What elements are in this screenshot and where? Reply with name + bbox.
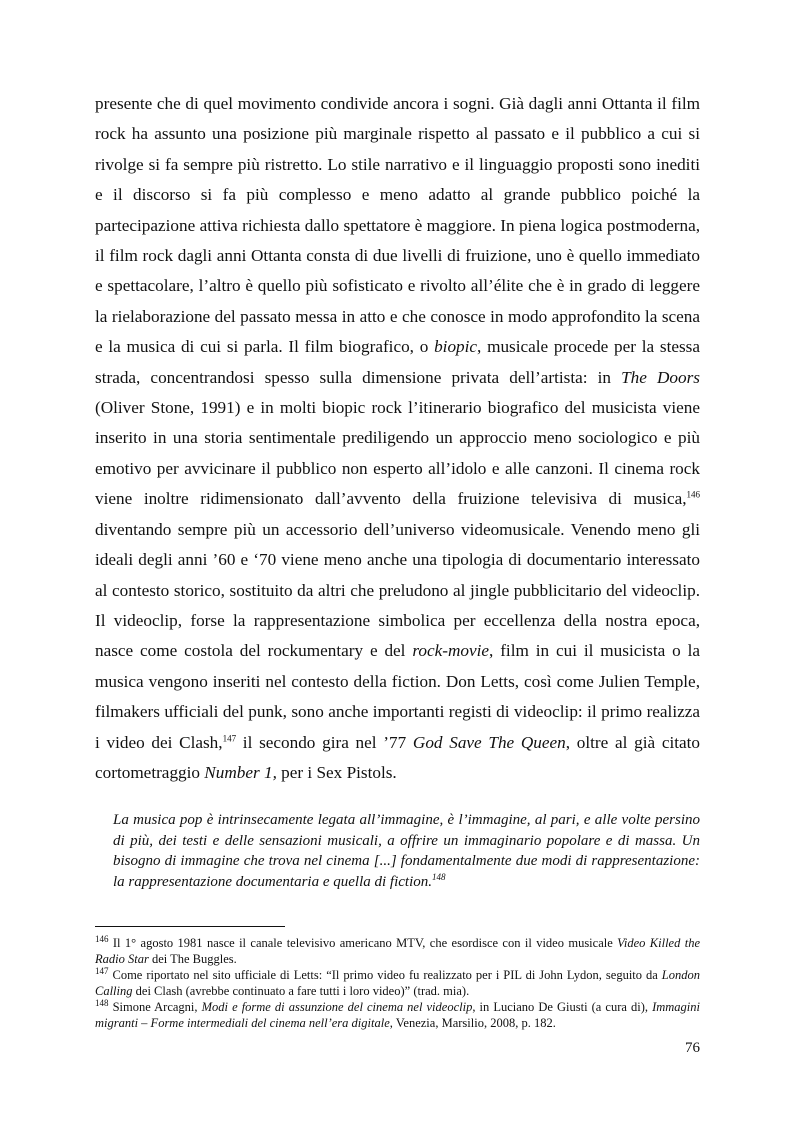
footnote-ref-147[interactable]: 147 xyxy=(222,732,237,743)
footnote-text: Come riportato nel sito ufficiale di Letts: “Il primo video fu realizzato per i PIL di John Lydon, seguito da xyxy=(108,968,662,982)
text-run: , oltre al già citato cortometraggio xyxy=(95,732,701,782)
footnote-text: , Venezia, Marsilio, 2008, p. 182. xyxy=(389,1016,556,1030)
footnote-text: dei Clash (avrebbe continuato a fare tutti i loro video)” (trad. mia). xyxy=(132,984,470,998)
footnote-italic: London Calling xyxy=(95,968,700,998)
footnotes xyxy=(95,935,700,1031)
italic-term: biopic xyxy=(434,337,478,357)
text-run: (Oliver Stone, 1991) e in molti biopic rock l’itinerario biografico del musicista viene inserito in una storia sentimentale prediligendo un approccio meno sociologico e più emotivo per avvicinare il pubblico non esperto all’idolo e alle canzoni. Il cinema rock viene inoltre ridimensionato dall’avvento della fruizione televisiva di musica, xyxy=(95,398,700,509)
footnote-ref-146[interactable]: 146 xyxy=(686,489,700,500)
footnote-text: Simone Arcagni, xyxy=(108,1000,202,1014)
footnote-146 xyxy=(95,935,700,967)
footnote-ref-148[interactable]: 148 xyxy=(431,871,446,882)
italic-term: rock-movie xyxy=(412,641,490,661)
song-title: God Save The Queen xyxy=(412,732,566,752)
footnote-italic: Immagini migranti – Forme intermediali del cinema nell’era digitale xyxy=(95,1000,700,1030)
text-run: , film in cui il musicista o la musica vengono inseriti nel contesto della fiction. Don Letts, così come Julien Temple, filmakers ufficiali del punk, sono anche importanti registi di videoclip: il primo realizza i video dei Clash, xyxy=(95,641,700,752)
block-quote xyxy=(113,810,700,892)
text-run: , musicale procede per la stessa strada, concentrandosi spesso sulla dimensione privata dell’artista: in xyxy=(95,337,701,387)
footnote-number: 147 xyxy=(95,965,109,976)
film-title: Number 1, xyxy=(204,762,277,782)
text-run: per i Sex Pistols. xyxy=(276,762,397,782)
footnote-italic: Modi e forme di assunzione del cinema nel videoclip xyxy=(201,1000,473,1014)
footnote-number: 148 xyxy=(95,997,109,1008)
text-run: presente che di quel movimento condivide ancora i sogni. Già dagli anni Ottanta il film rock ha assunto una posizione più marginale rispetto al passato e il pubblico a cui si rivolge si fa sempre più ristretto. Lo stile narrativo e il linguaggio proposti sono inediti e il discorso si fa più complesso e meno adatto al grande pubblico poiché la partecipazione attiva richiesta dallo spettatore è maggiore. In piena logica postmoderna, il film rock dagli anni Ottanta consta di due livelli di fruizione, uno è quello immediato e spettacolare, l’altro è quello più sofisticato e rivolto all’élite che è in grado di leggere la rielaborazione del passato messa in atto e che conosce in modo approfondito la scena e la musica di cui si parla. Il film biografico, o xyxy=(95,94,700,357)
film-title: The Doors xyxy=(621,367,700,387)
footnote-number: 146 xyxy=(95,933,109,944)
footnote-text: Il 1° agosto 1981 nasce il canale televisivo americano MTV, che esordisce con il video musicale xyxy=(108,936,618,950)
footnote-italic: Video Killed the Radio Star xyxy=(95,936,700,966)
quote-text: La musica pop è intrinsecamente legata all’immagine, è l’immagine, al pari, e alle volte persino di più, dei testi e delle sensazioni musicali, a offrire un immaginario popolare e di massa. Un bisogno di immagine che trova nel cinema [...] fondamentalmente due modi di rappresentazione: la rappresentazione documentaria e quella di fiction. xyxy=(113,812,700,890)
footnote-text: , in Luciano De Giusti (a cura di), xyxy=(472,1000,653,1014)
footnote-separator xyxy=(95,926,285,927)
text-run: diventando sempre più un accessorio dell’universo videomusicale. Venendo meno gli ideali degli anni ’60 e ‘70 viene meno anche una tipologia di documentario interessato al contesto storico, sostituito da altri che preludono al jingle pubblicitario del videoclip. Il videoclip, forse la rappresentazione simbolica per eccellenza della nostra epoca, nasce come costola del rockumentary e del xyxy=(95,519,700,661)
text-run: il secondo gira nel ’77 xyxy=(236,732,413,752)
body-paragraph xyxy=(95,89,700,788)
page-number: 76 xyxy=(685,1040,700,1056)
footnote-147 xyxy=(95,967,700,999)
footnote-148 xyxy=(95,999,700,1031)
footnote-text: dei The Buggles. xyxy=(148,952,237,966)
